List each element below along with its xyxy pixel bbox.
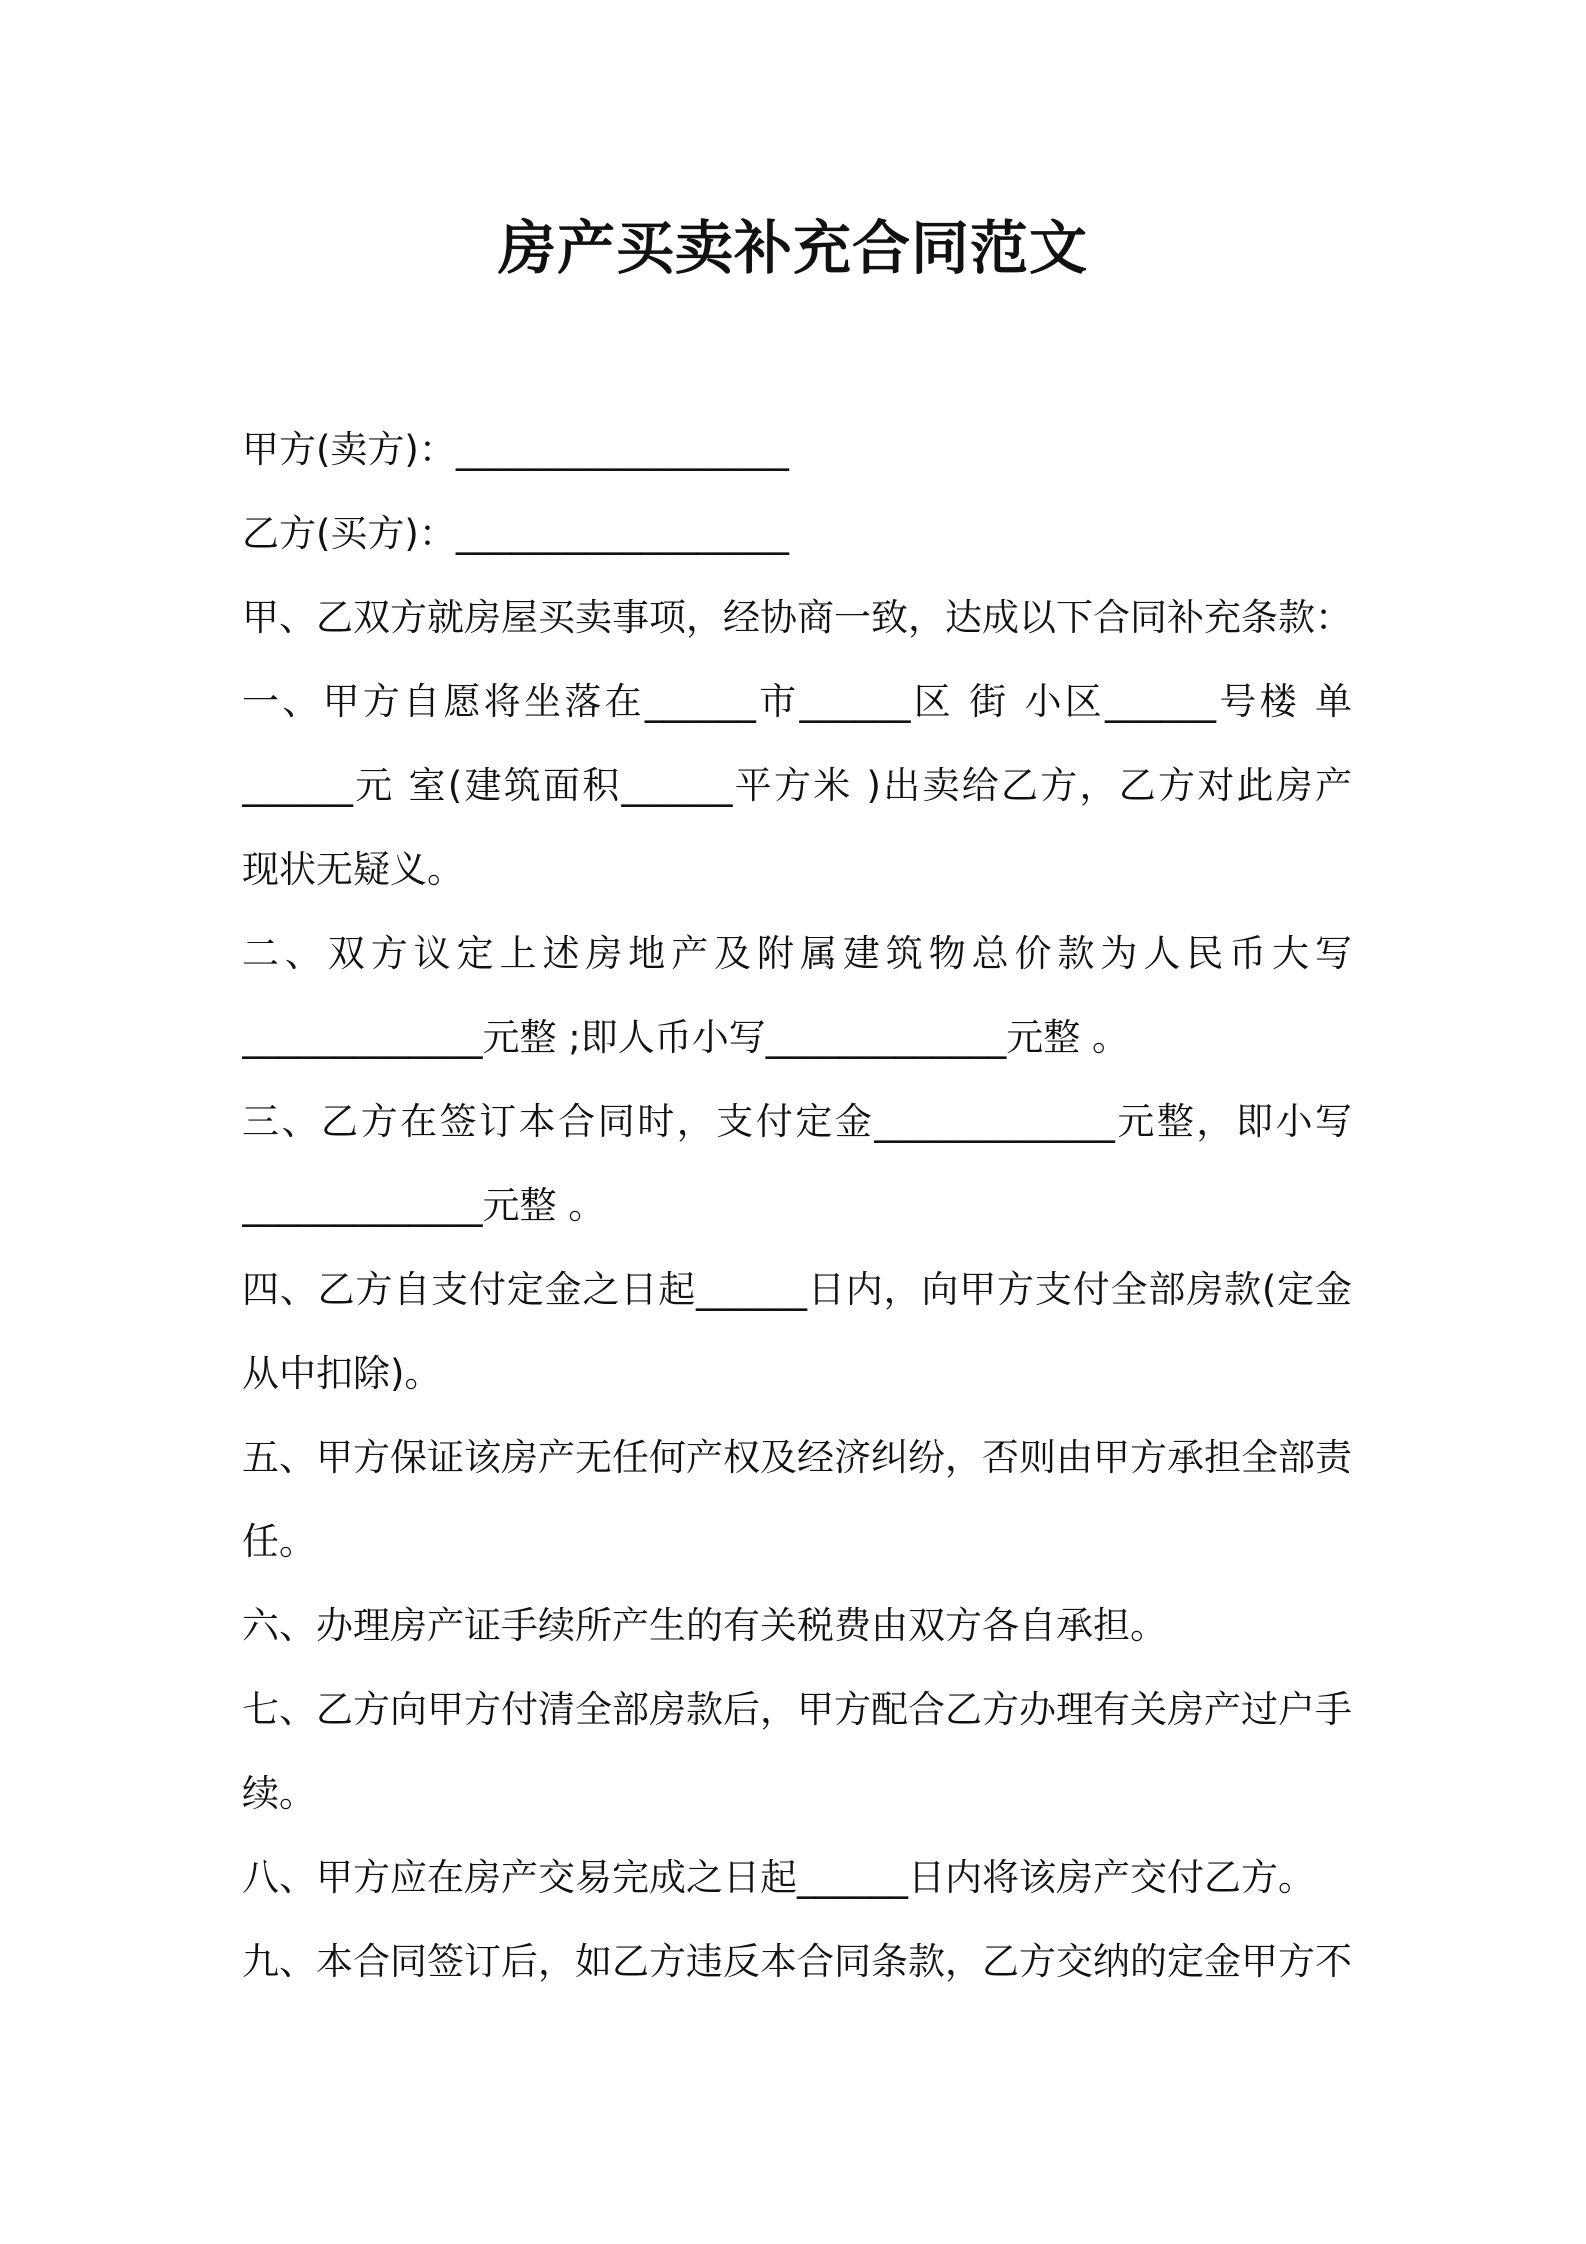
clause-3-line-1: 三、乙方在签订本合同时，支付定金_____________元整，即小写 xyxy=(242,1100,1352,1143)
clause-7-line-2: 续。 xyxy=(242,1772,316,1815)
clause-8-line-1: 八、甲方应在房产交易完成之日起______日内将该房产交付乙方。 xyxy=(242,1856,1315,1899)
clause-2-line-1: 二、双方议定上述房地产及附属建筑物总价款为人民币大写 xyxy=(242,932,1352,975)
clause-4-line-2: 从中扣除)。 xyxy=(242,1352,442,1395)
clause-3-line-2: _____________元整 。 xyxy=(242,1184,606,1227)
clause-4-line-1: 四、乙方自支付定金之日起______日内，向甲方支付全部房款(定金 xyxy=(242,1268,1352,1311)
clause-2-line-2: _____________元整 ;即人币小写_____________元整 。 xyxy=(242,1016,1129,1059)
clause-7-line-1: 七、乙方向甲方付清全部房款后，甲方配合乙方办理有关房产过户手 xyxy=(242,1688,1352,1731)
document-body xyxy=(242,408,1352,2004)
clause-5-line-2: 任。 xyxy=(242,1520,316,1563)
clause-9-line-1: 九、本合同签订后，如乙方违反本合同条款，乙方交纳的定金甲方不 xyxy=(242,1940,1352,1983)
party-a-line: 甲方(卖方)：__________________ xyxy=(242,428,789,471)
party-b-line: 乙方(买方)：__________________ xyxy=(242,512,789,555)
clause-6-line-1: 六、办理房产证手续所产生的有关税费由双方各自承担。 xyxy=(242,1604,1167,1647)
clause-1-line-3: 现状无疑义。 xyxy=(242,848,464,891)
preamble-line: 甲、乙双方就房屋买卖事项，经协商一致，达成以下合同补充条款： xyxy=(242,596,1352,639)
document-title: 房产买卖补充合同范文 xyxy=(497,214,1088,282)
clause-1-line-1: 一、甲方自愿将坐落在______市______区 街 小区______号楼 单 xyxy=(242,680,1352,723)
clause-5-line-1: 五、甲方保证该房产无任何产权及经济纠纷，否则由甲方承担全部责 xyxy=(242,1436,1352,1479)
clause-1-line-2: ______元 室(建筑面积______平方米 )出卖给乙方，乙方对此房产 xyxy=(242,764,1352,807)
